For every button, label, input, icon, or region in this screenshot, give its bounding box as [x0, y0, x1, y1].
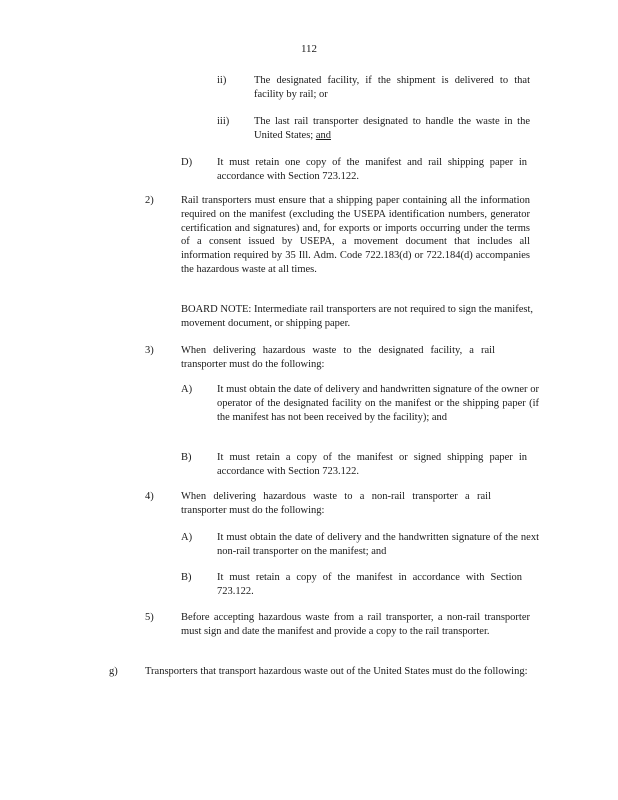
item-text-3B: It must retain a copy of the manifest or signed shipping paper in accordance with Section 723.122. — [217, 452, 527, 477]
item-label-4: 4) — [145, 491, 154, 502]
item-label-D: D) — [181, 157, 193, 168]
item-text-3: When delivering hazardous waste to the designated facility, a rail transporter must do the following: — [181, 345, 495, 370]
item-text-D: It must retain one copy of the manifest and rail shipping paper in accordance with Section 723.122. — [217, 157, 527, 182]
board-note: BOARD NOTE: Intermediate rail transporters are not required to sign the manifest, movement document, or shipping paper. — [181, 304, 533, 329]
item-label-iii: iii) — [217, 116, 230, 127]
item-text-4: When delivering hazardous waste to a non-rail transporter a rail transporter must do the following: — [181, 491, 491, 516]
item-label-3A: A) — [181, 384, 193, 395]
item-text-iii-main: The last rail transporter designated to handle the waste in the United States; — [254, 116, 530, 141]
item-label-4A: A) — [181, 532, 193, 543]
item-text-3A: It must obtain the date of delivery and handwritten signature of the owner or operator of the designated facility on the manifest or the shipping paper (if the manifest has not been received by the facility); and — [217, 384, 539, 423]
item-label-5: 5) — [145, 612, 154, 623]
item-text-iii-underlined: and — [315, 129, 331, 141]
page-number: 112 — [300, 43, 318, 55]
item-label-2: 2) — [145, 195, 154, 206]
item-text-4A: It must obtain the date of delivery and the handwritten signature of the next non-rail transporter on the manifest; and — [217, 532, 539, 557]
item-text-ii: The designated facility, if the shipment is delivered to that facility by rail; or — [254, 75, 530, 100]
item-text-2: Rail transporters must ensure that a shipping paper containing all the information required on the manifest (excluding the USEPA identification numbers, generator certification and signatures) and, for exports or imports occurring under the terms of a consent issued by USEPA, a movement document that includes all information required by 35 Ill. Adm. Code 722.183(d) or 722.184(d) accompanies the hazardous waste at all times. — [181, 195, 530, 275]
item-text-iii — [254, 115, 530, 143]
item-text-5: Before accepting hazardous waste from a rail transporter, a non-rail transporter must sign and date the manifest and provide a copy to the rail transporter. — [181, 612, 530, 637]
item-label-4B: B) — [181, 572, 192, 583]
item-label-ii: ii) — [217, 75, 227, 86]
item-text-4B: It must retain a copy of the manifest in accordance with Section 723.122. — [217, 572, 522, 597]
item-label-3: 3) — [145, 345, 154, 356]
item-label-3B: B) — [181, 452, 192, 463]
item-text-g: Transporters that transport hazardous waste out of the United States must do the following: — [145, 666, 528, 677]
item-label-g: g) — [109, 666, 118, 677]
